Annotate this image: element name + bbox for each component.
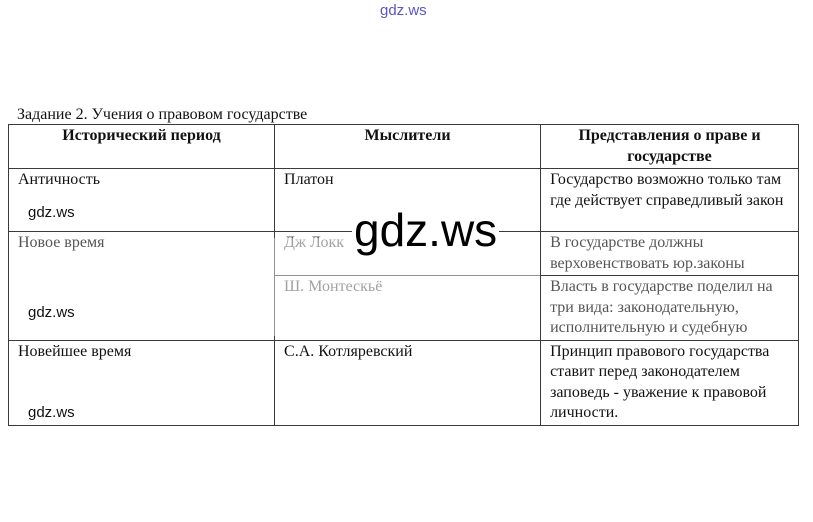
cell-thinker: С.А. Котляревский [275, 340, 541, 425]
cell-thinker: Платон [275, 169, 541, 232]
header-ideas: Представления о праве и государстве [541, 125, 799, 169]
table-header-row [9, 125, 799, 169]
cell-thinker: Ш. Монтескьё [275, 276, 541, 341]
watermark-top: gdz.ws [380, 2, 427, 19]
watermark-big: gdz.ws [354, 204, 498, 256]
cell-idea: В государстве должны верховенствовать юр.законы [541, 232, 799, 276]
watermark-cell-3: gdz.ws [28, 404, 75, 421]
cell-idea: Власть в государстве поделил на три вида: законодательную, исполнительную и судебную [541, 276, 799, 341]
cell-period: Античность [9, 169, 275, 232]
header-thinkers: Мыслители [275, 125, 541, 169]
task-caption: Задание 2. Учения о правовом государстве [17, 106, 308, 123]
table-row [9, 340, 799, 425]
cell-period: Новейшее время [9, 340, 275, 425]
watermark-cell-2: gdz.ws [28, 304, 75, 321]
watermark-cell-1: gdz.ws [28, 204, 75, 221]
cell-thinker: Дж Локк [275, 232, 541, 276]
cell-period: Новое время [9, 232, 275, 341]
cell-idea: Принцип правового государства ставит перед законодателем заповедь - уважение к правовой личности. [541, 340, 799, 425]
cell-idea: Государство возможно только там где действует справедливый закон [541, 169, 799, 232]
header-period: Исторический период [9, 125, 275, 169]
